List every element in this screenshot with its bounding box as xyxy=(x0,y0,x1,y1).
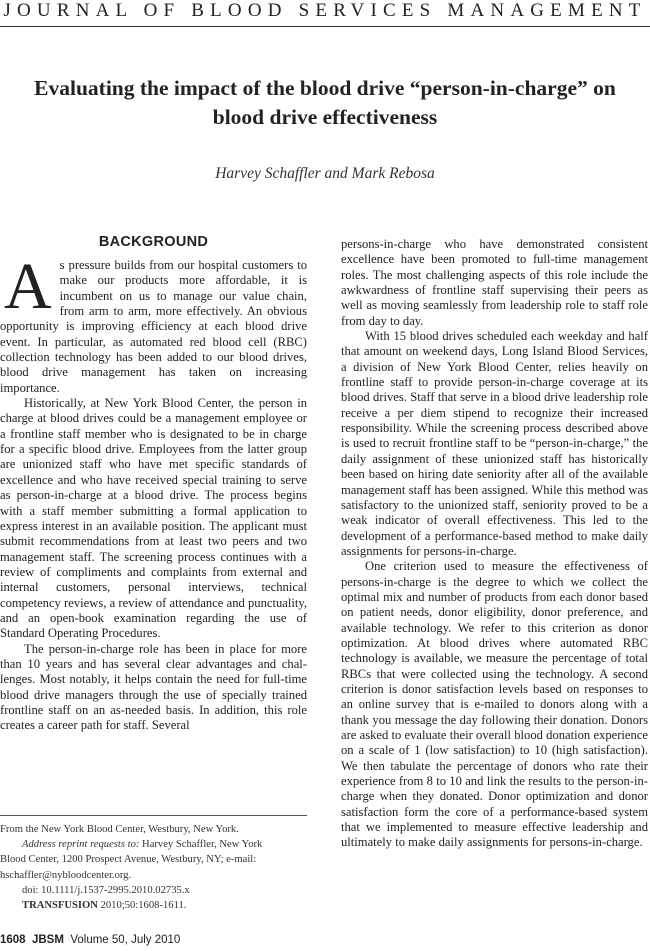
paragraph-5: With 15 blood drives scheduled each weekday and half that amount on weekend days, Long Island Blood Services, a division of New York Blood Center, relies heavily on frontline staff to provide person-in-charge coverage at its blood drives. Staff that serve in a blood drive leadership role receive a per diem stipend to recognize their increased responsibility. While the screening process described above is used to recruit frontline staff to be “person-in-charge,” the daily assignment of these unionized staff has historically been based on hiring date seniority after all of the available management staff has been assigned. While this method was satisfactory to the unionized staff, seniority proved to be a weak indicator of overall effectiveness. This led to the development of a performance-based method to make daily assignments for persons-in-charge. xyxy=(341,329,648,558)
paragraph-1 xyxy=(0,250,307,396)
paragraph-1-text: s pressure builds from our hospital customers to make our products more affordable, it is incumbent on us to manage our value chain, from arm to arm, more effectively. An obvious opportunity is improving efficiency at each blood drive event. In particular, as automated red blood cell (RBC) collection technology has been added to our blood drives, blood drive management has taken on increasing importance. xyxy=(0,258,307,395)
page-number: 1608 xyxy=(0,934,26,946)
footnotes xyxy=(0,822,320,913)
journal-name: TRANSFUSION xyxy=(22,900,98,912)
author-list: Harvey Schaffler and Mark Rebosa xyxy=(215,165,435,182)
volume-date: Volume 50, July 2010 xyxy=(70,934,181,946)
article-title-line-2: blood drive effectiveness xyxy=(212,105,438,129)
reprint-name: Harvey Schaffler, New York xyxy=(139,839,263,851)
citation-details: 2010;50:1608-1611. xyxy=(97,900,187,912)
paragraph-6: One criterion used to measure the effectiveness of persons-in-charge is the degree to which we collect the optimal mix and number of products from each donor based on patient needs, donor eligibility, donor preference, and available technology. We refer to this criterion as donor optimization. At blood drives where automated RBC technology is available, we measure the percentage of total RBCs that were collected using the technology. A second criterion is donor satisfaction levels based on responses to an online survey that is e-mailed to donors along with a thank you message the day following their donation. Donors are asked to evaluate their overall blood donation experience on a scale of 1 (low satisfaction) to 10 (high satisfaction). We then tabulate the percentage of donors who rate their experience from 8 to 10 and link the results to the person-in-charge when they donated. Donor optimization and donor satisfaction form the core of a performance-based system that we implemented to measure effective leadership and ultimately to make daily assignments for persons-in-charge. xyxy=(341,559,648,850)
affiliation-note: From the New York Blood Center, Westbury, New York. xyxy=(0,824,239,835)
article-title xyxy=(0,74,650,132)
drop-cap: A xyxy=(4,250,52,323)
paragraph-4: persons-in-charge who have demonstrated consistent excellence have been promoted to full-time management roles. The most challenging aspects of this role include the awkwardness of frontline staff supervising their peers as well as moving seamlessly from leadership role to staff role from day to day. xyxy=(341,237,648,328)
left-column xyxy=(0,250,307,734)
journal-running-head: JOURNAL OF BLOOD SERVICES MANAGEMENT xyxy=(0,0,650,27)
reprint-note-line-2: Blood Center, 1200 Prospect Avenue, Westbury, NY; e-mail: xyxy=(0,854,257,866)
section-heading-background: BACKGROUND xyxy=(98,234,209,250)
footnote-divider xyxy=(0,815,307,816)
reprint-email[interactable]: hschaffler@nybloodcenter.org. xyxy=(0,869,132,881)
paragraph-2: Historically, at New York Blood Center, the person in charge at blood drives could be a management employee or a frontline staff member who is designated to be in charge for a specific blood drive. Employees from the latter group are unionized staff who have met specific standards of excellence and who have received special training to serve as person-in-charge at a blood drive. The process begins with a staff member submitting a formal application to express interest in an available position. The applicant must submit recommendations from at least two peers and two management staff. The screening process continues with a review of compliments and complaints from external and internal customers, personal interviews, technical competency reviews, a review of attendance and punctuality, and an open-book examination regarding the use of Standard Operating Procedures. xyxy=(0,396,307,641)
paragraph-3: The person-in-charge role has been in place for more than 10 years and has several clear advantages and challenges. Most notably, it helps contain the need for full-time blood drive managers through the use of specially trained frontline staff on an as-needed basis. In addition, this role creates a career path for staff. Several xyxy=(0,641,307,733)
article-title-line-1: Evaluating the impact of the blood drive “person-in-charge” on xyxy=(34,76,616,100)
citation-note xyxy=(0,898,320,913)
doi-note: doi: 10.1111/j.1537-2995.2010.02735.x xyxy=(22,884,190,896)
reprint-label: Address reprint requests to: xyxy=(22,839,140,851)
reprint-note-line-1 xyxy=(0,837,320,852)
right-column xyxy=(341,237,648,851)
journal-abbrev: JBSM xyxy=(31,934,64,946)
page-footer xyxy=(0,934,180,946)
